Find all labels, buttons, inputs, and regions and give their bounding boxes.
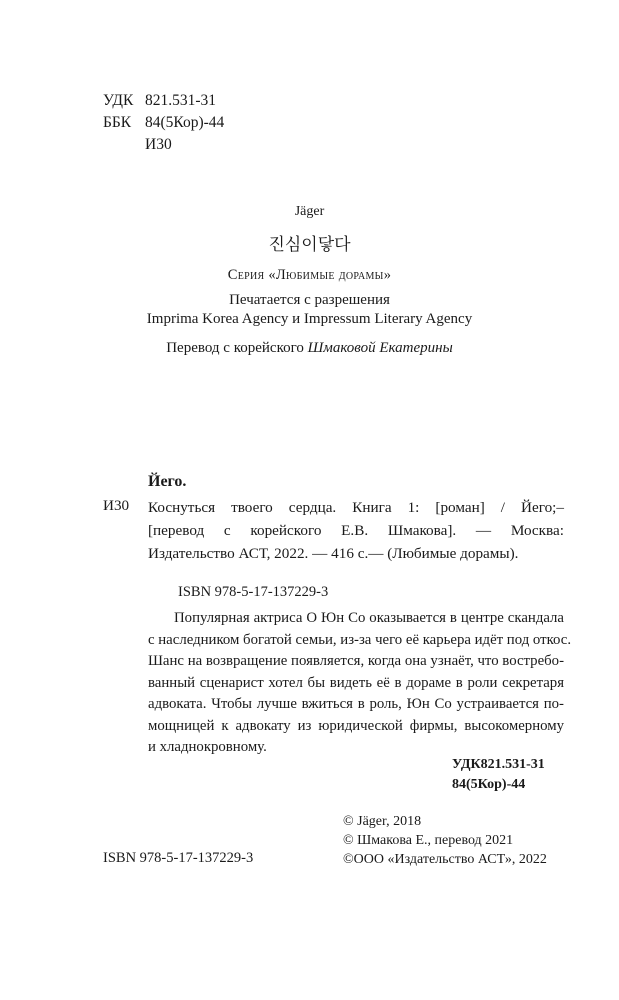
translation-prefix: Перевод с корейского: [166, 340, 304, 356]
annotation-bbk: 84(5Кор)-44: [452, 777, 526, 792]
biblio-author-sign: И30: [103, 497, 130, 514]
author-sign: И30: [145, 136, 172, 153]
bbk-row: [103, 112, 224, 134]
copyright-line: ©ООО «Издательство АСТ», 2022: [343, 852, 547, 867]
biblio-description: [148, 496, 564, 565]
translation-credit: [0, 340, 619, 357]
annotation-line: ванный сценарист хотел бы видеть её в дораме в роли секретаря: [148, 674, 564, 691]
copyright-line: © Шмакова Е., перевод 2021: [343, 833, 514, 848]
biblio-isbn: ISBN 978-5-17-137229-3: [178, 584, 329, 600]
permission-line-2: Imprima Korea Agency и Impressum Literary Agency: [146, 311, 473, 327]
annotation-line: Шанс на возвращение появляется, когда она узнаёт, что востребо-: [148, 653, 564, 669]
annotation-udk: УДК821.531-31: [452, 757, 545, 772]
udk-label: УДК: [103, 92, 134, 109]
annotation-line: адвоката. Чтобы лучше вжиться в роль, Юн Со устраивается по-: [148, 696, 564, 712]
bbk-value: 84(5Кор)-44: [145, 114, 225, 131]
annotation-line: с наследником богатой семьи, из-за чего её карьера идёт под откос.: [148, 631, 572, 648]
annotation-line: и хладнокровному.: [148, 739, 267, 755]
author-latin: Jäger: [294, 204, 325, 219]
biblio-line: Коснуться твоего сердца. Книга 1: [роман] / Йего;–: [148, 499, 564, 516]
author-sign-row: [103, 134, 224, 156]
classification-block: [103, 90, 224, 156]
biblio-line: [перевод с корейского Е.В. Шмакова]. — Москва:: [148, 522, 564, 539]
copyright-block: [343, 812, 547, 869]
translator-name: Шмаковой Екатерины: [307, 340, 453, 356]
series-name: Серия «Любимые дорамы»: [227, 267, 392, 283]
annotation-line: Популярная актриса О Юн Со оказывается в центре скандала: [174, 610, 564, 626]
annotation-line: мощницей к адвокату из юридической фирмы, высокомерному: [148, 717, 564, 734]
permission-line-1: Печатается с разрешения: [229, 292, 390, 308]
footer-isbn: ISBN 978-5-17-137229-3: [103, 850, 254, 866]
biblio-line: Издательство АСТ, 2022. — 416 с.— (Любимые дорамы).: [148, 545, 519, 562]
author-heading: Йего.: [148, 473, 187, 490]
copyright-line: © Jäger, 2018: [343, 814, 422, 829]
annotation: [148, 608, 572, 759]
korean-title: 진심이닿다: [268, 235, 351, 255]
udk-row: [103, 90, 224, 112]
bbk-label: ББК: [103, 114, 132, 131]
udk-value: 821.531-31: [145, 92, 217, 109]
